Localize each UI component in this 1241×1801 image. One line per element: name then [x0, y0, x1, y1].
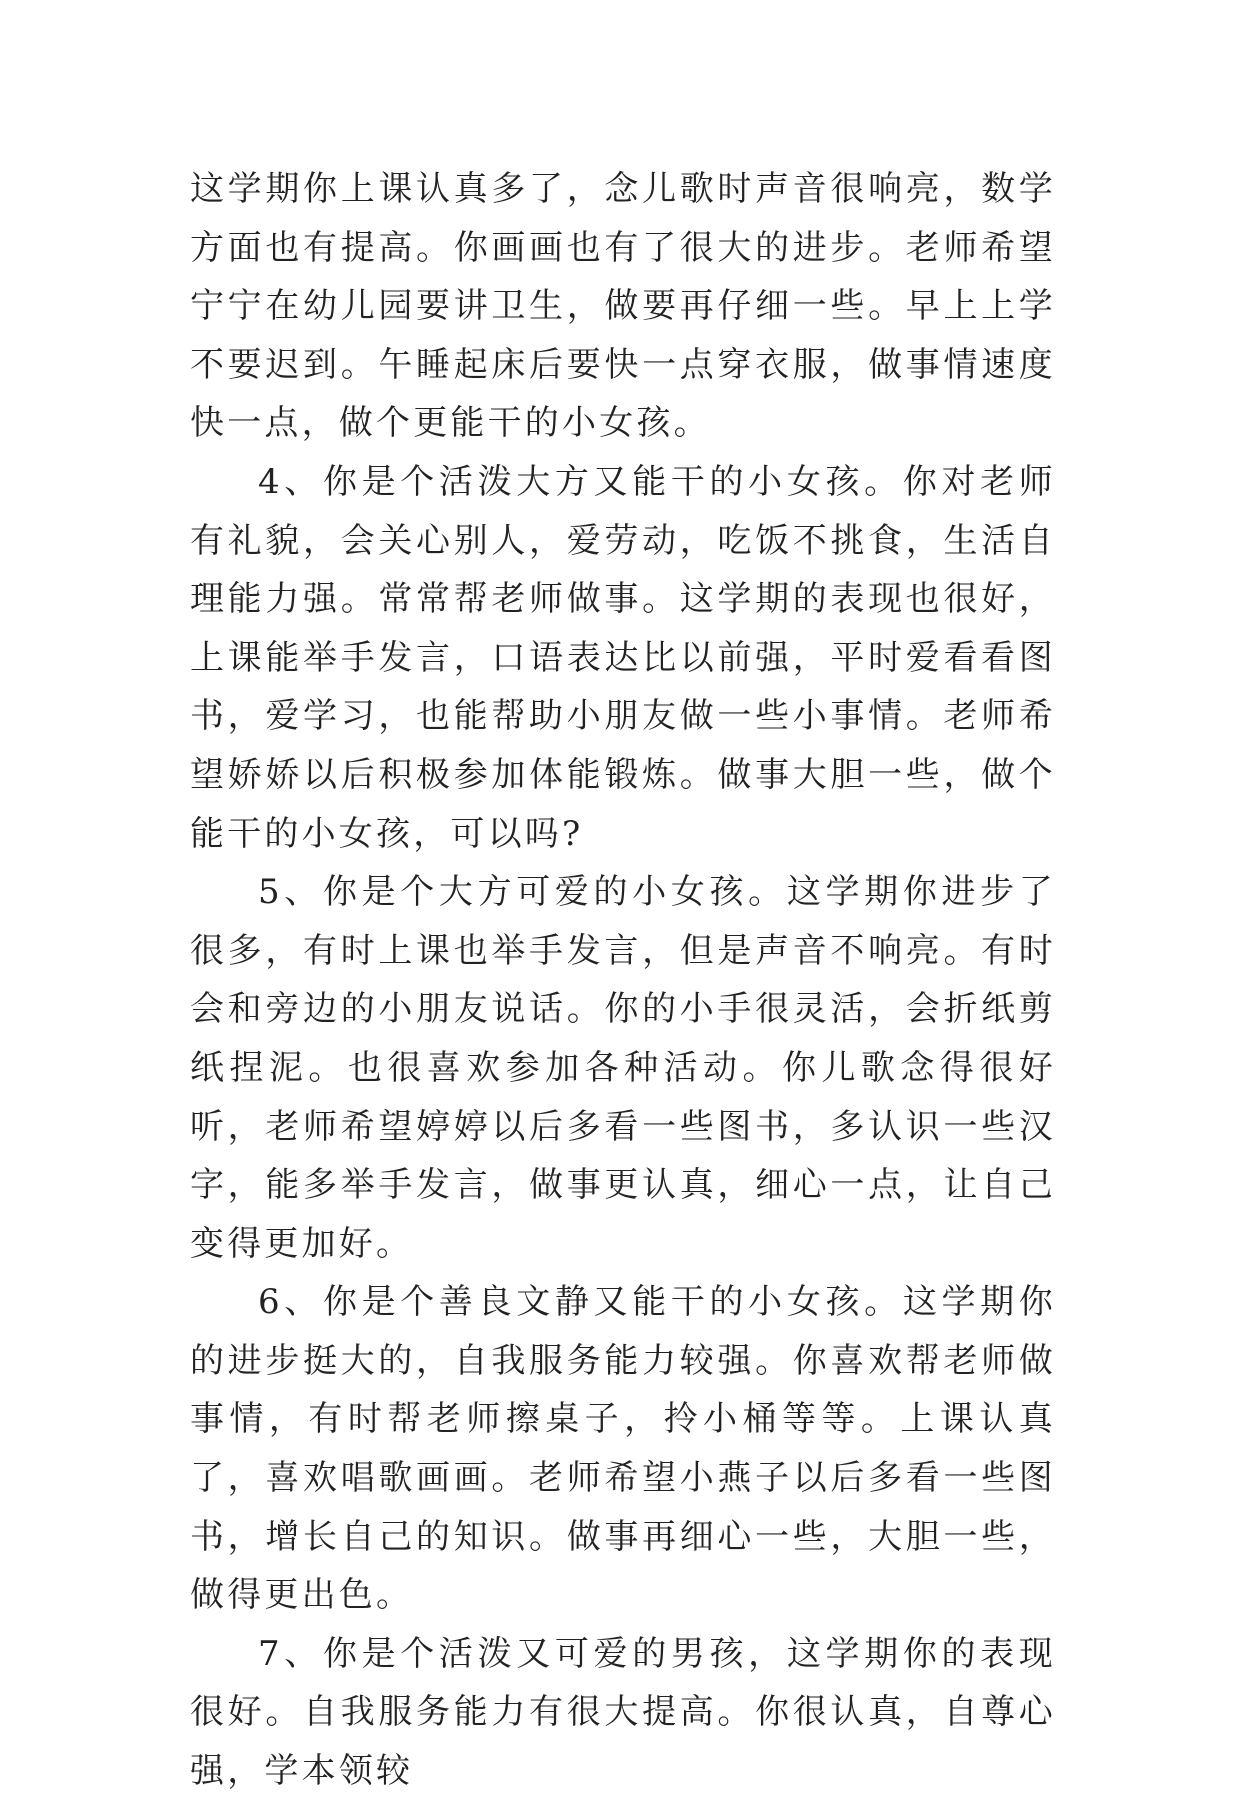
- paragraph-4: 4、你是个活泼大方又能干的小女孩。你对老师有礼貌，会关心别人，爱劳动，吃饭不挑食，生活自理能力强。常常帮老师做事。这学期的表现也很好，上课能举手发言，口语表达比以前强，平时爱看看图书，爱学习，也能帮助小朋友做一些小事情。老师希望娇娇以后积极参加体能锻炼。做事大胆一些，做个能干的小女孩，可以吗?: [190, 461, 1056, 854]
- paragraph-5: 5、你是个大方可爱的小女孩。这学期你进步了很多，有时上课也举手发言，但是声音不响亮。有时会和旁边的小朋友说话。你的小手很灵活，会折纸剪纸捏泥。也很喜欢参加各种活动。你儿歌念得很好听，老师希望婷婷以后多看一些图书，多认识一些汉字，能多举手发言，做事更认真，细心一点，让自己变得更加好。: [190, 872, 1056, 1264]
- paragraph-continued: 这学期你上课认真多了，念儿歌时声音很响亮，数学方面也有提高。你画画也有了很大的进步。老师希望宁宁在幼儿园要讲卫生，做要再仔细一些。早上上学不要迟到。午睡起床后要快一点穿衣服，做事情速度快一点，做个更能干的小女孩。: [190, 169, 1056, 444]
- paragraph-7: 7、你是个活泼又可爱的男孩，这学期你的表现很好。自我服务能力有很大提高。你很认真，自尊心强，学本领较: [190, 1633, 1056, 1792]
- document-body: [190, 160, 1056, 1801]
- paragraph-6: 6、你是个善良文静又能干的小女孩。这学期你的进步挺大的，自我服务能力较强。你喜欢帮老师做事情，有时帮老师擦桌子，拎小桶等等。上课认真了，喜欢唱歌画画。老师希望小燕子以后多看一些图书，增长自己的知识。做事再细心一些，大胆一些，做得更出色。: [190, 1282, 1056, 1616]
